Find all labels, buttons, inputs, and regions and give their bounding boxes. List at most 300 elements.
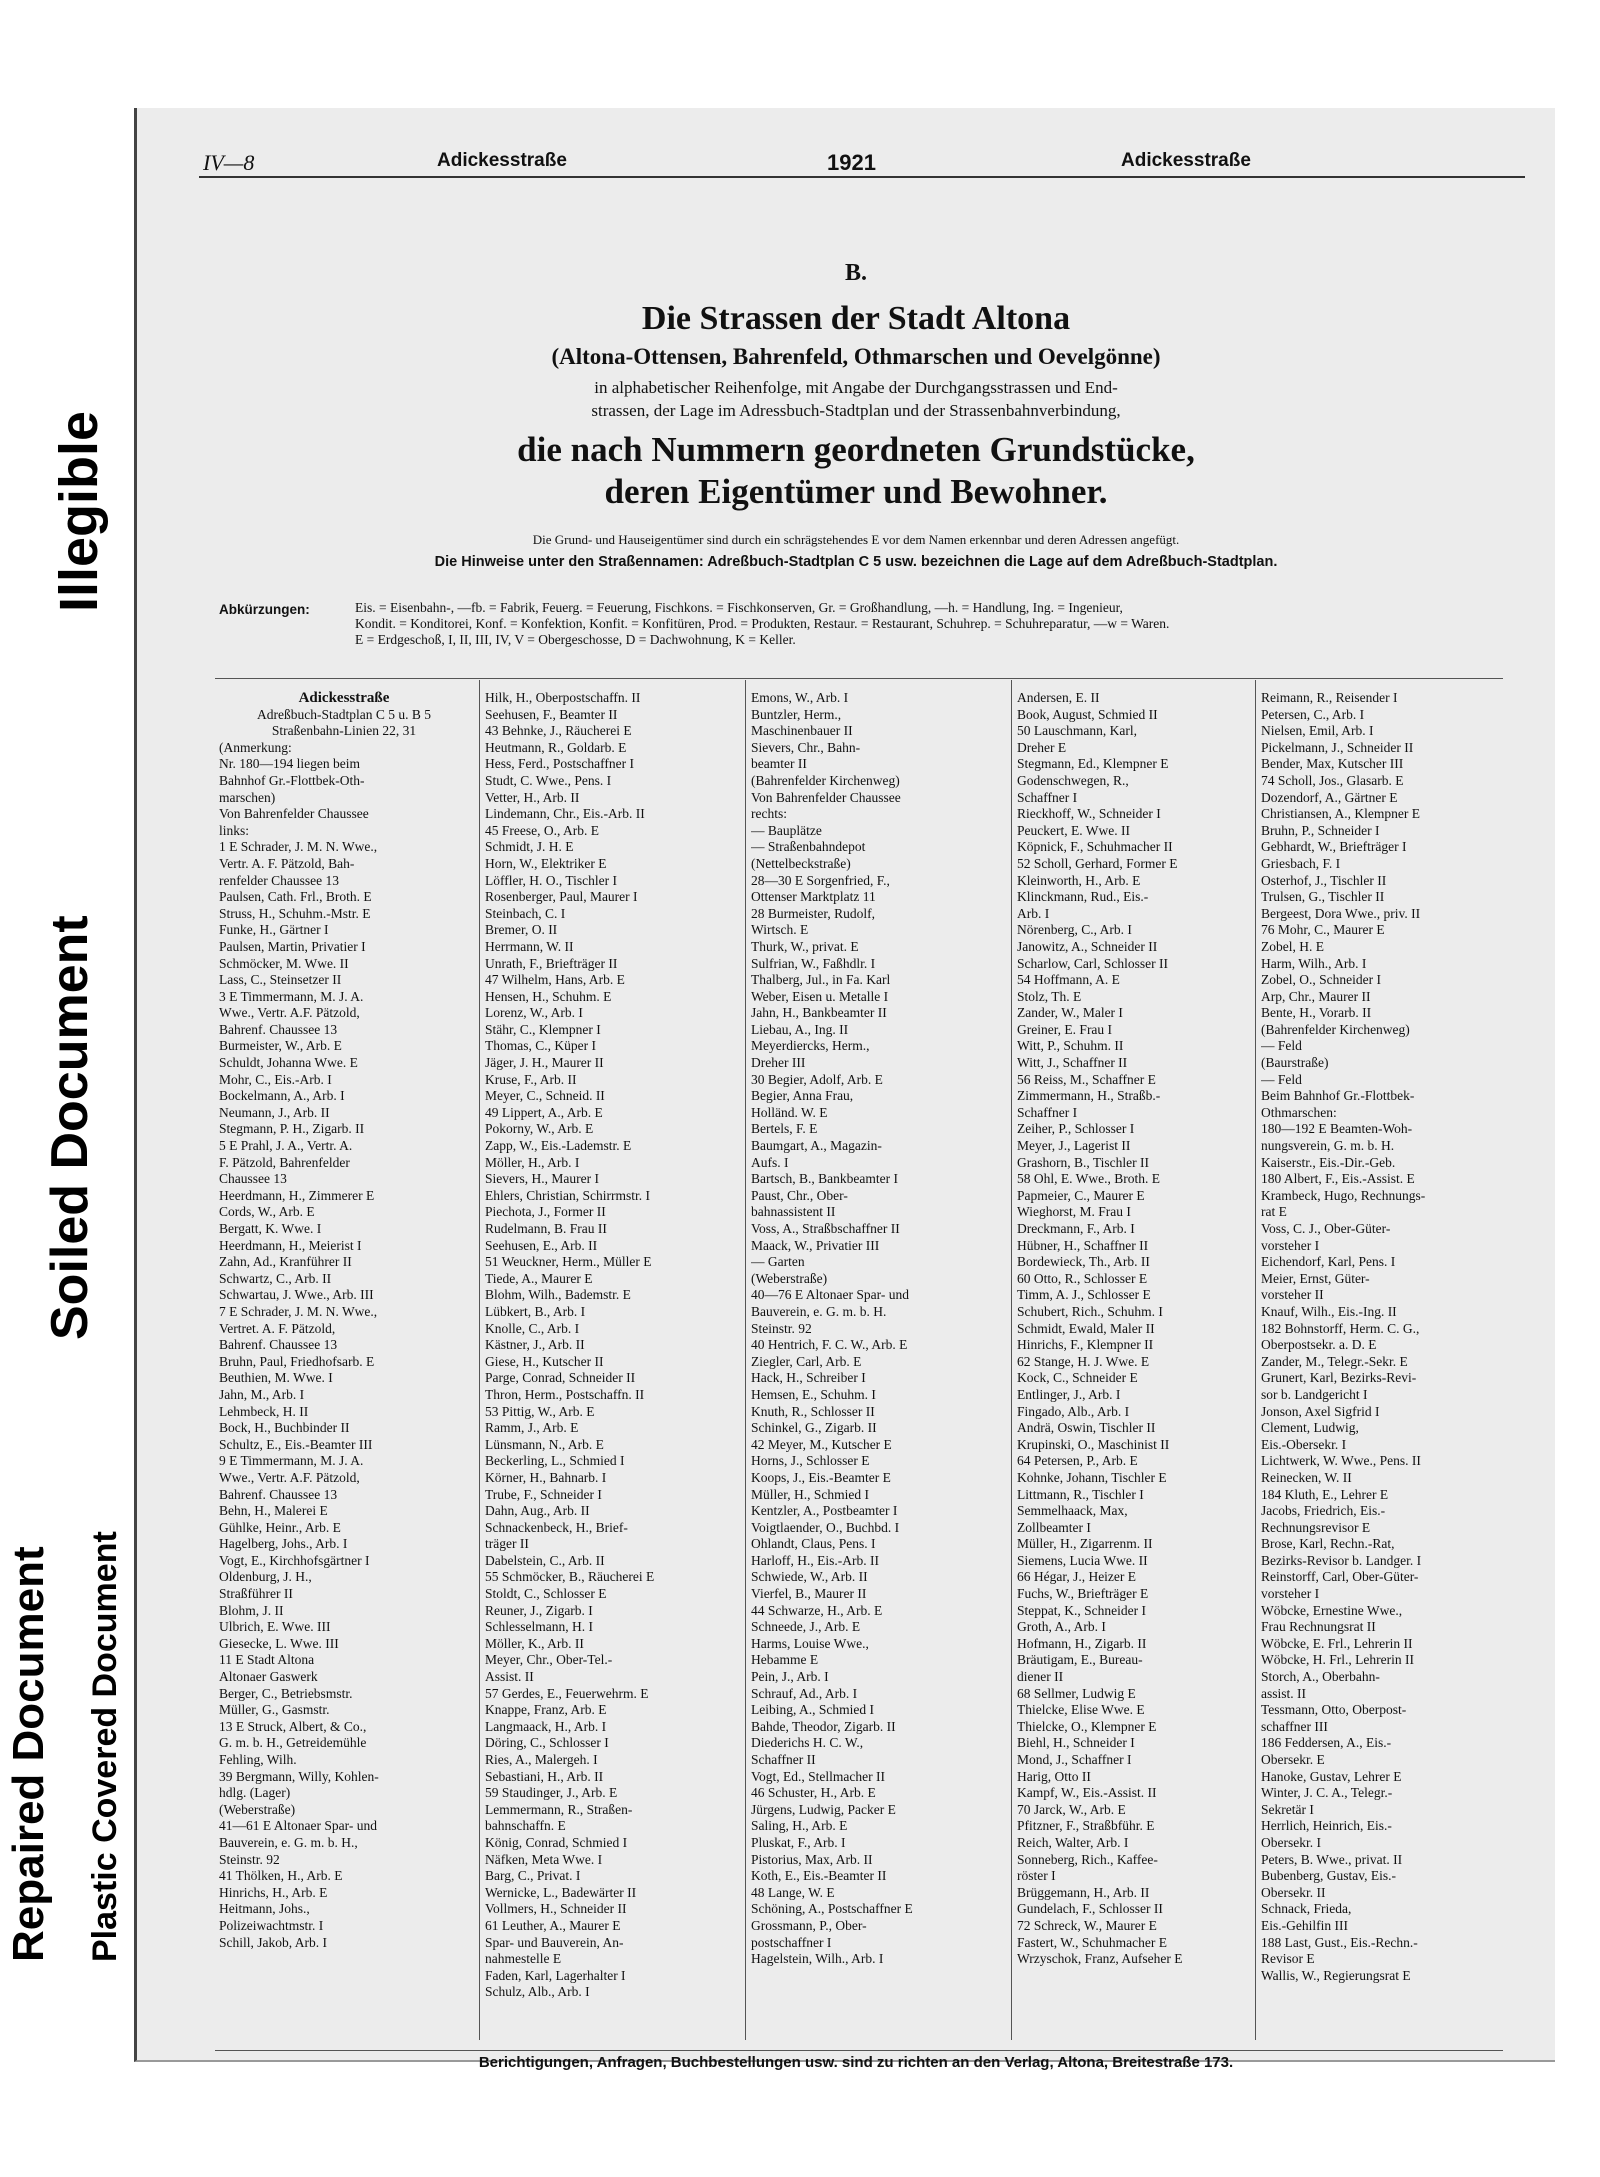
directory-line: Sievers, Chr., Bahn- bbox=[751, 739, 861, 755]
directory-line: Schöning, A., Postschaffner E bbox=[751, 1901, 913, 1917]
directory-line: Zapp, W., Eis.-Lademstr. E bbox=[485, 1138, 632, 1154]
directory-line: Müller, H., Schmied I bbox=[751, 1486, 869, 1502]
directory-line: Koops, J., Eis.-Beamter E bbox=[751, 1469, 891, 1485]
directory-line: Vertret. A. F. Pätzold, bbox=[219, 1320, 336, 1336]
directory-line: Vierfel, B., Maurer II bbox=[751, 1586, 867, 1602]
directory-line: (Bahrenfelder Kirchenweg) bbox=[1261, 1021, 1410, 1037]
directory-line: Voss, A., Straßbschaffner II bbox=[751, 1221, 900, 1236]
directory-line: Grossmann, P., Ober- bbox=[751, 1917, 867, 1933]
directory-line: Zollbeamter I bbox=[1017, 1519, 1091, 1535]
directory-line: Bender, Max, Kutscher III bbox=[1261, 756, 1404, 772]
directory-line: Bahnhof Gr.-Flottbek-Oth- bbox=[219, 772, 365, 788]
directory-line: Kruse, F., Arb. II bbox=[485, 1071, 577, 1087]
directory-line: Hack, H., Schreiber I bbox=[751, 1370, 866, 1386]
directory-line: Bahrenf. Chaussee 13 bbox=[219, 1337, 338, 1353]
directory-line: Ziegler, Carl, Arb. E bbox=[751, 1353, 862, 1369]
directory-line: Meier, Ernst, Güter- bbox=[1261, 1270, 1370, 1286]
directory-line: Voigtlaender, O., Buchbd. I bbox=[751, 1519, 900, 1535]
directory-line: Hinrichs, H., Arb. E bbox=[219, 1884, 328, 1900]
directory-line: — Feld bbox=[1261, 1071, 1302, 1087]
directory-line: Bahde, Theodor, Zigarb. II bbox=[751, 1718, 896, 1734]
directory-line: 45 Freese, O., Arb. E bbox=[485, 822, 599, 838]
directory-line: Arb. I bbox=[1017, 905, 1050, 921]
directory-line: Grunert, Karl, Bezirks-Revi- bbox=[1261, 1370, 1417, 1386]
directory-line: 56 Reiss, M., Schaffner E bbox=[1017, 1071, 1156, 1087]
directory-line: Wernicke, L., Badewärter II bbox=[485, 1884, 637, 1900]
directory-line: Kleinworth, H., Arb. E bbox=[1017, 872, 1141, 888]
directory-line: Gebhardt, W., Briefträger I bbox=[1261, 839, 1407, 855]
directory-line: Schmidt, Ewald, Maler II bbox=[1017, 1320, 1155, 1336]
directory-line: Papmeier, C., Maurer E bbox=[1017, 1187, 1145, 1203]
column-divider bbox=[745, 680, 746, 2040]
directory-line: 58 Ohl, E. Wwe., Broth. E bbox=[1017, 1171, 1160, 1187]
directory-line: Knuth, R., Schlosser II bbox=[751, 1403, 875, 1419]
directory-line: Steinbach, C. I bbox=[485, 905, 566, 921]
directory-line: Assist. II bbox=[485, 1669, 534, 1685]
directory-line: Saling, H., Arb. E bbox=[751, 1818, 848, 1834]
directory-line: Hemsen, E., Schuhm. I bbox=[751, 1386, 876, 1402]
directory-line: 41—61 E Altonaer Spar- und bbox=[219, 1818, 377, 1834]
directory-line: (Weberstraße) bbox=[219, 1801, 296, 1817]
directory-line: 66 Hégar, J., Heizer E bbox=[1017, 1569, 1137, 1585]
directory-line: 68 Sellmer, Ludwig E bbox=[1017, 1685, 1136, 1701]
directory-line: Lass, C., Steinsetzer II bbox=[219, 972, 342, 988]
footer-note: Berichtigungen, Anfragen, Buchbestellungen usw. sind zu richten an den Verlag, Altona, Breitestraße 173. bbox=[478, 2054, 1234, 2071]
directory-line: Bergeest, Dora Wwe., priv. II bbox=[1261, 905, 1421, 921]
directory-line: Vetter, H., Arb. II bbox=[485, 789, 580, 805]
directory-line: Paulsen, Cath. Frl., Broth. E bbox=[219, 889, 372, 905]
directory-line: 59 Staudinger, J., Arb. E bbox=[485, 1785, 618, 1801]
directory-line: Weber, Eisen u. Metalle I bbox=[751, 988, 889, 1004]
header-street-left: Adickesstraße bbox=[437, 150, 567, 171]
directory-line: nungsverein, G. m. b. H. bbox=[1261, 1138, 1395, 1154]
directory-line: Spar- und Bauverein, An- bbox=[485, 1934, 624, 1950]
directory-line: sor b. Landgericht I bbox=[1261, 1386, 1368, 1402]
directory-line: Burmeister, W., Arb. E bbox=[219, 1038, 342, 1054]
directory-line: (Bahrenfelder Kirchenweg) bbox=[751, 772, 900, 788]
directory-line: Schnackenbeck, H., Brief- bbox=[485, 1519, 628, 1535]
directory-line: Thron, Herm., Postschaffn. II bbox=[485, 1386, 645, 1402]
directory-line: Parge, Conrad, Schneider II bbox=[485, 1370, 636, 1386]
directory-line: vorsteher I bbox=[1261, 1237, 1320, 1253]
directory-line: Ries, A., Malergeh. I bbox=[485, 1752, 598, 1767]
columns-bottom-rule bbox=[215, 2050, 1503, 2051]
directory-line: 60 Otto, R., Schlosser E bbox=[1017, 1270, 1148, 1286]
directory-line: (Nettelbeckstraße) bbox=[751, 855, 851, 871]
directory-line: Körner, H., Bahnarb. I bbox=[485, 1469, 607, 1485]
directory-line: Harig, Otto II bbox=[1017, 1768, 1091, 1784]
directory-line: Dabelstein, C., Arb. II bbox=[485, 1552, 605, 1568]
directory-line: rat E bbox=[1261, 1204, 1287, 1220]
directory-line: Maack, W., Privatier III bbox=[751, 1237, 880, 1253]
directory-line: Schmöcker, M. Wwe. II bbox=[219, 955, 349, 971]
directory-line: hdlg. (Lager) bbox=[219, 1785, 291, 1801]
directory-line: Knappe, Franz, Arb. E bbox=[485, 1702, 607, 1718]
directory-line: Hinrichs, F., Klempner II bbox=[1017, 1337, 1154, 1353]
directory-line: Polizeiwachtmstr. I bbox=[219, 1917, 324, 1933]
directory-line: Straßführer II bbox=[219, 1586, 293, 1602]
directory-line: 76 Mohr, C., Maurer E bbox=[1261, 922, 1385, 938]
directory-line: Bockelmann, A., Arb. I bbox=[219, 1088, 345, 1104]
directory-line: Christiansen, A., Klempner E bbox=[1261, 806, 1420, 822]
directory-line: Lemmermann, R., Straßen- bbox=[485, 1801, 633, 1817]
directory-line: Nr. 180—194 liegen beim bbox=[219, 756, 360, 772]
directory-line: 186 Feddersen, A., Eis.- bbox=[1261, 1735, 1392, 1751]
directory-line: Steinstr. 92 bbox=[219, 1851, 280, 1867]
directory-line: Struss, H., Schuhm.-Mstr. E bbox=[219, 905, 371, 921]
directory-line: Schaffner I bbox=[1017, 789, 1078, 805]
directory-line: Frau Rechnungsrat II bbox=[1261, 1619, 1376, 1635]
directory-line: 180 Albert, F., Eis.-Assist. E bbox=[1261, 1171, 1415, 1187]
directory-line: Nörenberg, C., Arb. I bbox=[1017, 922, 1132, 938]
directory-line: Wrzyschok, Franz, Aufseher E bbox=[1017, 1951, 1183, 1967]
directory-line: Unrath, F., Briefträger II bbox=[485, 955, 618, 971]
directory-line: marschen) bbox=[219, 789, 276, 805]
abbreviations-line-1: Eis. = Eisenbahn-, —fb. = Fabrik, Feuerg. = Feuerung, Fischkons. = Fischkonserven, Gr. = Großhandlung, —h. = Handlung, Ing. = Ingenieur, bbox=[355, 600, 1123, 615]
directory-line: träger II bbox=[485, 1536, 529, 1552]
directory-line: Wallis, W., Regierungsrat E bbox=[1261, 1967, 1411, 1983]
directory-line: Grashorn, B., Tischler II bbox=[1017, 1154, 1149, 1170]
directory-line: Sonneberg, Rich., Kaffee- bbox=[1017, 1851, 1158, 1867]
directory-line: Zahn, Ad., Kranführer II bbox=[219, 1254, 352, 1270]
directory-line: 51 Weuckner, Herm., Müller E bbox=[485, 1254, 652, 1270]
directory-line: Bergatt, K. Wwe. I bbox=[219, 1221, 322, 1236]
directory-line: Schmidt, J. H. E bbox=[485, 839, 574, 855]
column-2 bbox=[485, 690, 735, 2001]
directory-line: Thalberg, Jul., in Fa. Karl bbox=[751, 972, 891, 988]
directory-line: Krambeck, Hugo, Rechnungs- bbox=[1261, 1187, 1426, 1203]
directory-line: nahmestelle E bbox=[485, 1951, 562, 1967]
soiled-document-label: Soiled Document bbox=[41, 915, 99, 1340]
directory-line: Oberpostsekr. a. D. E bbox=[1261, 1337, 1377, 1353]
directory-line: 64 Petersen, P., Arb. E bbox=[1017, 1453, 1138, 1469]
directory-line: Baumgart, A., Magazin- bbox=[751, 1138, 882, 1154]
column-5 bbox=[1261, 690, 1511, 1984]
map-note: Die Hinweise unter den Straßennamen: Adreßbuch-Stadtplan C 5 usw. bezeichnen die Lage auf dem Adreßbuch-Stadtplan. bbox=[434, 554, 1278, 570]
illegible-label: Illegible bbox=[49, 410, 109, 612]
directory-line: Pistorius, Max, Arb. II bbox=[751, 1851, 873, 1867]
directory-line: 1 E Schrader, J. M. N. Wwe., bbox=[219, 839, 378, 855]
directory-line: Brüggemann, H., Arb. II bbox=[1017, 1884, 1150, 1900]
directory-line: Löffler, H. O., Tischler I bbox=[485, 872, 617, 888]
directory-line: Tiede, A., Maurer E bbox=[485, 1270, 593, 1286]
directory-line: Voss, C. J., Ober-Güter- bbox=[1261, 1221, 1391, 1236]
directory-line: 3 E Timmermann, M. J. A. bbox=[219, 988, 364, 1004]
directory-line: Brose, Karl, Rechn.-Rat, bbox=[1261, 1536, 1395, 1552]
directory-line: Meyer, J., Lagerist II bbox=[1017, 1138, 1131, 1154]
directory-line: G. m. b. H., Getreidemühle bbox=[219, 1735, 367, 1751]
directory-line: 13 E Struck, Albert, & Co., bbox=[219, 1718, 367, 1734]
directory-line: Kästner, J., Arb. II bbox=[485, 1337, 585, 1353]
street-heading: Adickesstraße bbox=[298, 690, 390, 706]
directory-line: Meyerdiercks, Herm., bbox=[751, 1038, 870, 1054]
directory-line: Müller, G., Gasmstr. bbox=[219, 1702, 330, 1718]
directory-line: 9 E Timmermann, M. J. A. bbox=[219, 1453, 364, 1469]
abbreviations bbox=[219, 600, 1519, 648]
directory-line: Peuckert, E. Wwe. II bbox=[1017, 822, 1130, 838]
directory-line: Dreher III bbox=[751, 1055, 806, 1071]
directory-line: Leibing, A., Schmied I bbox=[751, 1702, 874, 1718]
directory-line: (Weberstraße) bbox=[751, 1270, 828, 1286]
directory-line: Zander, W., Maler I bbox=[1017, 1005, 1123, 1021]
directory-line: Gundelach, F., Schlosser II bbox=[1017, 1901, 1163, 1917]
directory-line: Hagelberg, Johs., Arb. I bbox=[219, 1536, 348, 1552]
big-heading-2: deren Eigentümer und Bewohner. bbox=[604, 472, 1108, 511]
directory-line: Paust, Chr., Ober- bbox=[751, 1187, 848, 1203]
directory-line: Meyer, C., Schneid. II bbox=[485, 1088, 605, 1104]
directory-line: Diederichs H. C. W., bbox=[751, 1735, 864, 1751]
directory-line: Giese, H., Kutscher II bbox=[485, 1353, 604, 1369]
directory-line: Hofmann, H., Zigarb. II bbox=[1017, 1635, 1147, 1651]
directory-line: Bente, H., Vorarb. II bbox=[1261, 1005, 1372, 1021]
directory-line: Bauverein, e. G. m. b. H. bbox=[751, 1303, 887, 1319]
directory-line: 48 Lange, W. E bbox=[751, 1884, 835, 1900]
directory-line: 182 Bohnstorff, Herm. C. G., bbox=[1261, 1320, 1420, 1336]
directory-line: postschaffner I bbox=[751, 1934, 832, 1950]
directory-line: Berger, C., Betriebsmstr. bbox=[219, 1685, 353, 1701]
directory-line: Scharlow, Carl, Schlosser II bbox=[1017, 955, 1168, 971]
directory-line: Obersekr. E bbox=[1261, 1752, 1325, 1767]
directory-line: Gühlke, Heinr., Arb. E bbox=[219, 1519, 341, 1535]
directory-line: Hagelstein, Wilh., Arb. I bbox=[751, 1951, 884, 1967]
directory-line: Sekretär I bbox=[1261, 1801, 1314, 1817]
column-4 bbox=[1017, 690, 1267, 1968]
directory-line: Andrä, Oswin, Tischler II bbox=[1017, 1420, 1156, 1436]
directory-line: — Straßenbahndepot bbox=[751, 839, 866, 855]
directory-line: Bordewieck, Th., Arb. II bbox=[1017, 1254, 1150, 1270]
directory-line: Bartsch, B., Bankbeamter I bbox=[751, 1171, 898, 1187]
directory-line: Thielcke, O., Klempner E bbox=[1017, 1718, 1157, 1734]
directory-line: Schwiede, W., Arb. II bbox=[751, 1569, 868, 1585]
directory-line: Bremer, O. II bbox=[485, 922, 558, 938]
directory-line: beamter II bbox=[751, 756, 807, 772]
directory-line: 188 Last, Gust., Eis.-Rechn.- bbox=[1261, 1934, 1418, 1950]
directory-line: Ehlers, Christian, Schirrmstr. I bbox=[485, 1187, 650, 1203]
directory-line: Beckerling, L., Schmied I bbox=[485, 1453, 625, 1469]
directory-line: Greiner, E. Frau I bbox=[1017, 1021, 1113, 1037]
directory-line: Eis.-Obersekr. I bbox=[1261, 1436, 1347, 1452]
directory-line: Wirtsch. E bbox=[751, 922, 809, 938]
directory-line: Vogt, E., Kirchhofsgärtner I bbox=[219, 1552, 370, 1568]
directory-line: 52 Scholl, Gerhard, Former E bbox=[1017, 855, 1178, 871]
directory-line: Petersen, C., Arb. I bbox=[1261, 706, 1365, 722]
column-3 bbox=[751, 690, 1001, 1968]
directory-line: Dahn, Aug., Arb. II bbox=[485, 1503, 590, 1519]
directory-line: Rudelmann, B. Frau II bbox=[485, 1221, 607, 1236]
abbreviations-label: Abkürzungen: bbox=[219, 602, 310, 617]
directory-line: Obersekr. I bbox=[1261, 1834, 1321, 1850]
directory-line: Von Bahrenfelder Chaussee bbox=[219, 806, 369, 822]
directory-line: Vogt, Ed., Stellmacher II bbox=[751, 1768, 885, 1784]
directory-line: Studt, C. Wwe., Pens. I bbox=[485, 772, 612, 788]
directory-line: Trulsen, G., Tischler II bbox=[1261, 889, 1385, 905]
directory-line: Schlesselmann, H. I bbox=[485, 1619, 593, 1635]
document-page bbox=[134, 108, 1555, 2071]
header-street-right: Adickesstraße bbox=[1121, 150, 1251, 171]
directory-line: bahnschaffn. E bbox=[485, 1818, 566, 1834]
directory-line: Mohr, C., Eis.-Arb. I bbox=[219, 1071, 332, 1087]
directory-line: Wöbcke, E. Frl., Lehrerin II bbox=[1261, 1635, 1413, 1651]
directory-line: Stegmann, Ed., Klempner E bbox=[1017, 756, 1169, 772]
directory-line: Horn, W., Elektriker E bbox=[485, 855, 607, 871]
directory-line: Harm, Wilh., Arb. I bbox=[1261, 955, 1367, 971]
directory-line: Schrauf, Ad., Arb. I bbox=[751, 1685, 858, 1701]
directory-line: Dozendorf, A., Gärtner E bbox=[1261, 789, 1398, 805]
directory-line: Fuchs, W., Briefträger E bbox=[1017, 1586, 1149, 1602]
directory-line: Mond, J., Schaffner I bbox=[1017, 1752, 1132, 1767]
directory-line: Barg, C., Privat. I bbox=[485, 1868, 581, 1884]
directory-line: Zobel, H. E bbox=[1261, 938, 1324, 954]
directory-line: rechts: bbox=[751, 806, 787, 822]
directory-line: Altonaer Gaswerk bbox=[219, 1669, 318, 1685]
directory-line: Näfken, Meta Wwe. I bbox=[485, 1851, 603, 1867]
directory-line: 41 Thölken, H., Arb. E bbox=[219, 1868, 343, 1884]
directory-line: Dreher E bbox=[1017, 739, 1067, 755]
directory-line: Pickelmann, J., Schneider II bbox=[1261, 739, 1414, 755]
header-rule bbox=[199, 176, 1525, 178]
directory-line: Müller, H., Zigarrenm. II bbox=[1017, 1536, 1153, 1552]
directory-line: Pokorny, W., Arb. E bbox=[485, 1121, 594, 1137]
directory-line: Chaussee 13 bbox=[219, 1171, 287, 1187]
directory-line: Bauverein, e. G. m. b. H., bbox=[219, 1834, 358, 1850]
directory-line: — Garten bbox=[751, 1254, 805, 1270]
directory-line: 62 Stange, H. J. Wwe. E bbox=[1017, 1353, 1150, 1369]
directory-line: links: bbox=[219, 822, 250, 838]
directory-line: Schinkel, G., Zigarb. II bbox=[751, 1420, 877, 1436]
directory-line: Timm, A. J., Schlosser E bbox=[1017, 1287, 1151, 1303]
directory-line: 7 E Schrader, J. M. N. Wwe., bbox=[219, 1303, 378, 1319]
section-letter: B. bbox=[844, 260, 867, 286]
abbreviations-line-2: Kondit. = Konditorei, Konf. = Konfektion, Konfit. = Konfitüren, Prod. = Produkten, Restaur. = Restaurant, Schuhrep. = Schuhreparatur, —w = Waren. bbox=[355, 616, 1170, 631]
directory-line: Wöbcke, Ernestine Wwe., bbox=[1261, 1602, 1403, 1618]
directory-line: 54 Hoffmann, A. E bbox=[1017, 972, 1120, 988]
directory-line: Zeiher, P., Schlosser I bbox=[1017, 1121, 1135, 1137]
directory-line: 70 Jarck, W., Arb. E bbox=[1017, 1801, 1126, 1817]
directory-line: Klinckmann, Rud., Eis.- bbox=[1017, 889, 1149, 905]
directory-line: Lünsmann, N., Arb. E bbox=[485, 1436, 604, 1452]
directory-line: Heerdmann, H., Meierist I bbox=[219, 1237, 362, 1253]
directory-line: assist. II bbox=[1261, 1685, 1306, 1701]
directory-line: Zander, M., Telegr.-Sekr. E bbox=[1261, 1353, 1408, 1369]
directory-line: Wieghorst, M. Frau I bbox=[1017, 1204, 1131, 1220]
directory-line: Bahrenf. Chaussee 13 bbox=[219, 1021, 338, 1037]
directory-line: 28 Burmeister, Rudolf, bbox=[751, 905, 875, 921]
directory-line: Ulbrich, E. Wwe. III bbox=[219, 1619, 331, 1635]
directory-line: Pein, J., Arb. I bbox=[751, 1669, 829, 1685]
directory-line: schaffner III bbox=[1261, 1718, 1328, 1734]
directory-line: Groth, A., Arb. I bbox=[1017, 1619, 1106, 1635]
directory-line: Ramm, J., Arb. E bbox=[485, 1420, 579, 1436]
directory-line: Schneede, J., Arb. E bbox=[751, 1619, 861, 1635]
directory-line: Semmelhaack, Max, bbox=[1017, 1503, 1128, 1519]
directory-line: 61 Leuther, A., Maurer E bbox=[485, 1917, 621, 1933]
directory-line: Kampf, W., Eis.-Assist. II bbox=[1017, 1785, 1157, 1801]
directory-line: 55 Schmöcker, B., Räucherei E bbox=[485, 1569, 655, 1585]
directory-line: — Feld bbox=[1261, 1038, 1302, 1054]
directory-line: Dreckmann, F., Arb. I bbox=[1017, 1221, 1135, 1236]
page-number: IV—8 bbox=[203, 150, 255, 175]
directory-line: (Baurstraße) bbox=[1261, 1055, 1329, 1071]
directory-line: Möller, K., Arb. II bbox=[485, 1635, 584, 1651]
directory-line: Griesbach, F. I bbox=[1261, 855, 1341, 871]
directory-line: 43 Behnke, J., Räucherei E bbox=[485, 723, 632, 739]
directory-line: Emons, W., Arb. I bbox=[751, 690, 849, 705]
directory-line: Von Bahrenfelder Chaussee bbox=[751, 789, 901, 805]
directory-line: Heitmann, Johs., bbox=[219, 1901, 310, 1917]
directory-line: Schulz, Alb., Arb. I bbox=[485, 1984, 590, 2000]
directory-line: Lübkert, B., Arb. I bbox=[485, 1303, 586, 1319]
column-divider bbox=[479, 680, 480, 2040]
directory-line: Reinecken, W. II bbox=[1261, 1469, 1352, 1485]
directory-line: Cords, W., Arb. E bbox=[219, 1204, 315, 1220]
directory-line: Hilk, H., Oberpostschaffn. II bbox=[485, 690, 641, 705]
directory-line: Bubenberg, Gustav, Eis.- bbox=[1261, 1868, 1396, 1884]
directory-line: Clement, Ludwig, bbox=[1261, 1420, 1359, 1436]
column-divider bbox=[1011, 680, 1012, 2040]
directory-line: Begier, Anna Frau, bbox=[751, 1088, 854, 1104]
directory-line: Reimann, R., Reisender I bbox=[1261, 690, 1398, 705]
directory-line: Meyer, Chr., Ober-Tel.- bbox=[485, 1652, 613, 1668]
directory-line: Lorenz, W., Arb. I bbox=[485, 1005, 583, 1021]
directory-line: — Bauplätze bbox=[751, 822, 822, 838]
directory-line: Thielcke, Elise Wwe. E bbox=[1017, 1702, 1145, 1718]
directory-line: 11 E Stadt Altona bbox=[219, 1652, 315, 1668]
header-year: 1921 bbox=[827, 150, 876, 175]
directory-line: Reinstorff, Carl, Ober-Güter- bbox=[1261, 1569, 1419, 1585]
directory-line: Bock, H., Buchbinder II bbox=[219, 1420, 350, 1436]
directory-line: Faden, Karl, Lagerhalter I bbox=[485, 1967, 626, 1983]
directory-line: Stähr, C., Klempner I bbox=[485, 1021, 601, 1037]
directory-line: Harms, Louise Wwe., bbox=[751, 1635, 869, 1651]
directory-line: Schnack, Frieda, bbox=[1261, 1901, 1352, 1917]
directory-line: Arp, Chr., Maurer II bbox=[1261, 988, 1371, 1004]
directory-line: Biehl, H., Schneider I bbox=[1017, 1735, 1135, 1751]
directory-line: Lindemann, Chr., Eis.-Arb. II bbox=[485, 806, 645, 822]
directory-line: Köpnick, F., Schuhmacher II bbox=[1017, 839, 1173, 855]
directory-line: Jacobs, Friedrich, Eis.- bbox=[1261, 1503, 1386, 1519]
directory-line: Eis.-Gehilfin III bbox=[1261, 1917, 1348, 1933]
directory-line: Bertels, F. E bbox=[751, 1121, 818, 1137]
directory-line: Wwe., Vertr. A.F. Pätzold, bbox=[219, 1469, 360, 1485]
directory-line: Fastert, W., Schuhmacher E bbox=[1017, 1934, 1167, 1950]
directory-line: diener II bbox=[1017, 1669, 1064, 1685]
directory-line: 72 Schreck, W., Maurer E bbox=[1017, 1917, 1157, 1933]
directory-line: Trube, F., Schneider I bbox=[485, 1486, 602, 1502]
directory-line: Koth, E., Eis.-Beamter II bbox=[751, 1868, 887, 1884]
directory-line: Oldenburg, J. H., bbox=[219, 1569, 312, 1585]
directory-line: Andersen, E. II bbox=[1017, 690, 1100, 705]
directory-line: Neumann, J., Arb. II bbox=[219, 1104, 330, 1120]
directory-line: Schaffner I bbox=[1017, 1104, 1078, 1120]
directory-line: Bruhn, P., Schneider I bbox=[1261, 822, 1380, 838]
directory-line: 50 Lauschmann, Karl, bbox=[1017, 723, 1137, 739]
directory-line: Harloff, H., Eis.-Arb. II bbox=[751, 1552, 879, 1568]
directory-line: Jürgens, Ludwig, Packer E bbox=[751, 1801, 896, 1817]
directory-line: Horns, J., Schlosser E bbox=[751, 1453, 870, 1469]
directory-line: Reuner, J., Zigarb. I bbox=[485, 1602, 593, 1618]
directory-line: Straßenbahn-Linien 22, 31 bbox=[271, 723, 417, 739]
directory-line: Jonson, Axel Sigfrid I bbox=[1261, 1403, 1380, 1419]
directory-line: Paulsen, Martin, Privatier I bbox=[219, 938, 366, 954]
directory-line: 42 Meyer, M., Kutscher E bbox=[751, 1436, 892, 1452]
directory-line: Buntzler, Herm., bbox=[751, 706, 842, 722]
directory-line: Wöbcke, H. Frl., Lehrerin II bbox=[1261, 1652, 1414, 1668]
directory-line: Blohm, J. II bbox=[219, 1602, 284, 1618]
directory-line: Lichtwerk, W. Wwe., Pens. II bbox=[1261, 1453, 1421, 1469]
subtitle: (Altona-Ottensen, Bahrenfeld, Othmarschen und Oevelgönne) bbox=[551, 344, 1161, 369]
directory-line: Bräutigam, E., Bureau- bbox=[1017, 1652, 1143, 1668]
directory-line: Schaffner II bbox=[751, 1752, 816, 1767]
